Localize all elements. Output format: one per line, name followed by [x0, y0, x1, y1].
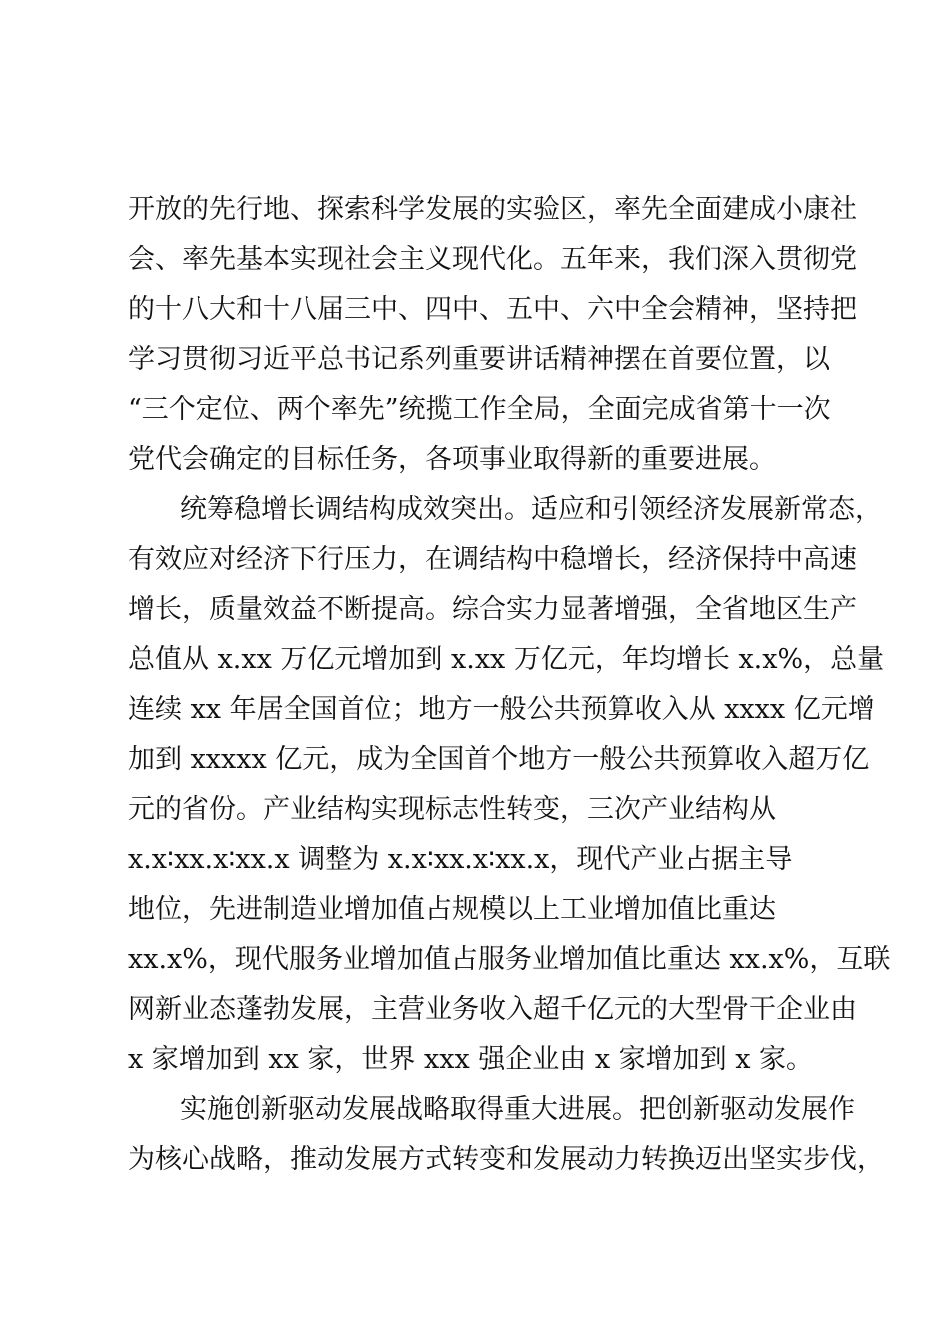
text-line: 增长，质量效益不断提高。综合实力显著增强，全省地区生产: [128, 594, 857, 625]
paragraph-heading-line: 实施创新驱动发展战略取得重大进展。把创新驱动发展作: [180, 1094, 855, 1125]
text-line: x 家增加到 xx 家，世界 xxx 强企业由 x 家增加到 x 家。: [128, 1044, 814, 1075]
text-line: x.x∶xx.x∶xx.x 调整为 x.x∶xx.x∶xx.x，现代产业占据主导: [128, 844, 793, 875]
text-line: 学习贯彻习近平总书记系列重要讲话精神摆在首要位置，以: [128, 344, 830, 375]
text-line: 地位，先进制造业增加值占规模以上工业增加值比重达: [128, 894, 776, 925]
text-line: 元的省份。产业结构实现标志性转变，三次产业结构从: [128, 794, 776, 825]
text-line: 的十八大和十八届三中、四中、五中、六中全会精神，坚持把: [128, 294, 857, 325]
text-line: 为核心战略，推动发展方式转变和发展动力转换迈出坚实步伐，: [128, 1144, 884, 1175]
text-line: 总值从 x.xx 万亿元增加到 x.xx 万亿元，年均增长 x.x%，总量: [128, 644, 885, 675]
text-line: “三个定位、两个率先”统揽工作全局，全面完成省第十一次: [128, 394, 831, 425]
text-line: 连续 xx 年居全国首位；地方一般公共预算收入从 xxxx 亿元增: [128, 694, 875, 725]
text-line: 网新业态蓬勃发展，主营业务收入超千亿元的大型骨干企业由: [128, 994, 857, 1025]
text-line: 会、率先基本实现社会主义现代化。五年来，我们深入贯彻党: [128, 244, 857, 275]
text-line: 党代会确定的目标任务，各项事业取得新的重要进展。: [128, 444, 776, 475]
text-line: 有效应对经济下行压力，在调结构中稳增长，经济保持中高速: [128, 544, 857, 575]
text-line: 加到 xxxxx 亿元，成为全国首个地方一般公共预算收入超万亿: [128, 744, 870, 775]
text-line: xx.x%，现代服务业增加值占服务业增加值比重达 xx.x%，互联: [128, 944, 891, 975]
text-line: 开放的先行地、探索科学发展的实验区，率先全面建成小康社: [128, 194, 857, 225]
paragraph-heading-line: 统筹稳增长调结构成效突出。适应和引领经济发展新常态，: [180, 494, 882, 525]
